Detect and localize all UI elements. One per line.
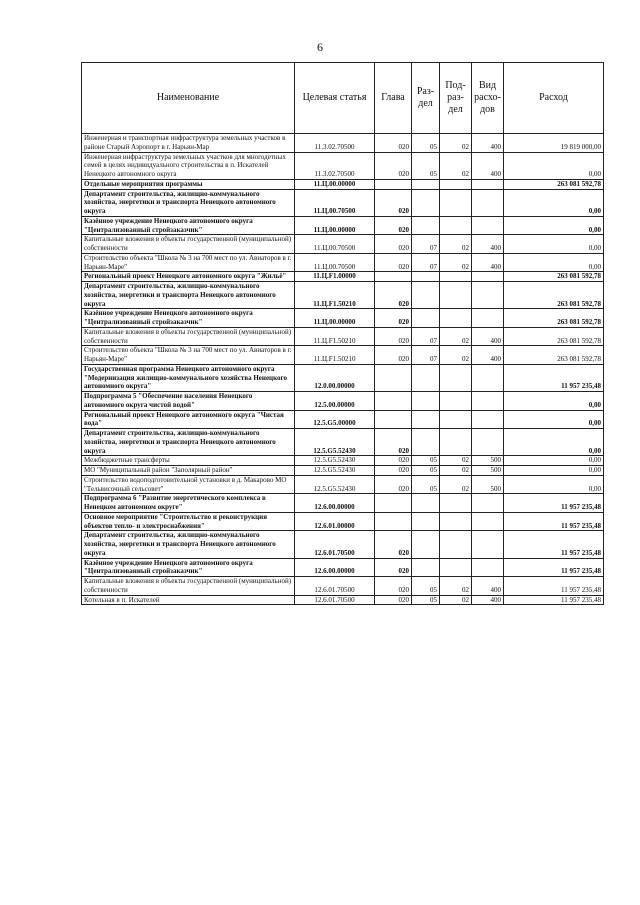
cell-amount: 0,00 [504,216,604,235]
cell-subsection: 02 [440,346,472,365]
cell-amount: 0,00 [504,410,604,429]
cell-name: Инженерная инфраструктура земельных участков для многодетных семей в целях индивидуального строительства в п. Искателей Ненецкого автономного округа [82,152,295,179]
table-row [82,429,604,456]
cell-chapter [375,392,412,411]
cell-target: 12.5.G5.52430 [295,466,375,476]
cell-chapter: 020 [375,475,412,494]
cell-section: 05 [412,577,440,596]
table-row [82,346,604,365]
page-number: 6 [317,40,323,54]
cell-expense-type: 400 [472,152,504,179]
cell-chapter [375,272,412,282]
col-header-amount: Расход [504,63,604,134]
cell-expense-type: 500 [472,456,504,466]
col-header-name: Наименование [82,63,295,134]
cell-chapter: 020 [375,134,412,153]
cell-chapter [375,364,412,391]
cell-amount: 11 957 235,48 [504,512,604,531]
cell-section [412,216,440,235]
cell-target: 12.5.G5.52430 [295,475,375,494]
cell-expense-type [472,558,504,577]
cell-amount: 263 081 592,78 [504,346,604,365]
table-row [82,134,604,153]
cell-target: 11.Ц.00.70500 [295,253,375,272]
cell-section: 07 [412,253,440,272]
col-header-target: Целевая статья [295,63,375,134]
cell-target: 11.Ц.00.00000 [295,179,375,189]
cell-subsection: 02 [440,235,472,254]
cell-target: 11.3.02.70500 [295,134,375,153]
cell-name: Казённое учреждение Ненецкого автономного округа "Централизованный стройзаказчик" [82,558,295,577]
cell-chapter: 020 [375,346,412,365]
cell-expense-type: 500 [472,475,504,494]
cell-name: Капитальные вложения в объекты государственной (муниципальной) собственности [82,577,295,596]
cell-target: 11.Ц.F1.00000 [295,272,375,282]
cell-expense-type: 400 [472,253,504,272]
table-row [82,410,604,429]
cell-expense-type: 400 [472,235,504,254]
col-header-expense-type: Вид расхо- дов [472,63,504,134]
table-row [82,531,604,558]
table-row [82,282,604,309]
cell-target: 11.Ц.F1.50210 [295,327,375,346]
cell-subsection [440,410,472,429]
table-row [82,216,604,235]
cell-amount: 11 957 235,48 [504,364,604,391]
cell-target: 12.5.G5.52430 [295,429,375,456]
table-row [82,364,604,391]
cell-subsection [440,189,472,216]
cell-amount: 19 819 000,00 [504,134,604,153]
cell-amount: 0,00 [504,466,604,476]
cell-subsection [440,429,472,456]
cell-name: Капитальные вложения в объекты государственной (муниципальной) собственности [82,235,295,254]
table-row [82,466,604,476]
cell-expense-type: 400 [472,346,504,365]
cell-target: 12.6.01.00000 [295,512,375,531]
table-row [82,309,604,328]
cell-name: Региональный проект Ненецкого автономного округа "Жильё" [82,272,295,282]
table-row [82,577,604,596]
cell-section [412,309,440,328]
cell-target: 11.Ц.00.70500 [295,189,375,216]
cell-chapter: 020 [375,456,412,466]
table-body [82,134,604,605]
cell-name: Капитальные вложения в объекты государственной (муниципальной) собственности [82,327,295,346]
cell-subsection: 02 [440,152,472,179]
cell-expense-type: 400 [472,595,504,605]
cell-amount: 0,00 [504,152,604,179]
cell-section [412,272,440,282]
table-row [82,272,604,282]
col-header-section: Раз- дел [412,63,440,134]
cell-chapter [375,179,412,189]
cell-chapter [375,494,412,513]
cell-target: 11.Ц.00.00000 [295,309,375,328]
cell-chapter: 020 [375,558,412,577]
cell-expense-type [472,429,504,456]
cell-target: 12.6.00.00000 [295,494,375,513]
cell-name: Департамент строительства, жилищно-коммунального хозяйства, энергетики и транспорта Ненецкого автономного округа [82,429,295,456]
table-row [82,179,604,189]
cell-amount: 0,00 [504,475,604,494]
cell-subsection: 02 [440,456,472,466]
cell-subsection [440,494,472,513]
cell-chapter: 020 [375,466,412,476]
cell-target: 12.6.01.70500 [295,595,375,605]
table-row [82,327,604,346]
cell-expense-type [472,272,504,282]
cell-target: 12.6.00.00000 [295,558,375,577]
table-row [82,235,604,254]
cell-name: Подпрограмма 5 "Обеспечение населения Ненецкого автономного округа чистой водой" [82,392,295,411]
cell-expense-type [472,282,504,309]
cell-target: 12.6.01.70500 [295,577,375,596]
cell-name: Государственная программа Ненецкого автономного округа "Модернизация жилищно-коммунального хозяйства Ненецкого автономного округа" [82,364,295,391]
cell-subsection [440,216,472,235]
cell-subsection [440,309,472,328]
cell-expense-type: 400 [472,134,504,153]
cell-expense-type [472,531,504,558]
cell-subsection: 02 [440,134,472,153]
cell-amount: 263 081 592,78 [504,282,604,309]
cell-expense-type [472,494,504,513]
cell-subsection [440,512,472,531]
cell-section [412,531,440,558]
cell-amount: 263 081 592,78 [504,309,604,328]
cell-subsection [440,364,472,391]
table-row [82,152,604,179]
cell-chapter: 020 [375,327,412,346]
cell-section [412,179,440,189]
cell-section: 05 [412,466,440,476]
cell-name: МО "Муниципальный район "Заполярный район" [82,466,295,476]
cell-subsection [440,179,472,189]
cell-section: 05 [412,134,440,153]
cell-target: 11.Ц.F1.50210 [295,282,375,309]
expense-table [81,62,604,605]
cell-expense-type [472,392,504,411]
cell-subsection [440,272,472,282]
cell-amount: 11 957 235,48 [504,558,604,577]
cell-expense-type [472,189,504,216]
cell-amount: 11 957 235,48 [504,595,604,605]
cell-section [412,189,440,216]
cell-target: 12.0.00.00000 [295,364,375,391]
cell-section [412,494,440,513]
cell-amount: 0,00 [504,429,604,456]
table-row [82,558,604,577]
table-row [82,189,604,216]
cell-chapter: 020 [375,577,412,596]
cell-chapter: 020 [375,216,412,235]
cell-expense-type [472,216,504,235]
cell-section [412,392,440,411]
cell-section: 07 [412,346,440,365]
cell-chapter: 020 [375,152,412,179]
cell-section [412,429,440,456]
cell-expense-type [472,364,504,391]
cell-name: Отдельные мероприятия программы [82,179,295,189]
cell-name: Региональный проект Ненецкого автономного округа "Чистая вода" [82,410,295,429]
cell-name: Котельная в п. Искателей [82,595,295,605]
cell-expense-type: 500 [472,466,504,476]
cell-expense-type: 400 [472,577,504,596]
table-row [82,475,604,494]
cell-subsection: 02 [440,577,472,596]
cell-target: 12.5.G5.00000 [295,410,375,429]
cell-amount: 11 957 235,48 [504,494,604,513]
cell-amount: 263 081 592,78 [504,327,604,346]
cell-target: 11.3.02.70500 [295,152,375,179]
cell-subsection [440,531,472,558]
cell-amount: 263 081 592,78 [504,272,604,282]
cell-amount: 0,00 [504,456,604,466]
cell-subsection [440,558,472,577]
table-row [82,595,604,605]
table-header-row [82,63,604,134]
cell-expense-type [472,410,504,429]
cell-expense-type [472,512,504,531]
cell-name: Департамент строительства, жилищно-коммунального хозяйства, энергетики и транспорта Ненецкого автономного округа [82,531,295,558]
cell-chapter: 020 [375,282,412,309]
cell-section: 07 [412,235,440,254]
cell-chapter: 020 [375,429,412,456]
cell-subsection: 02 [440,475,472,494]
cell-target: 12.5.G5.52430 [295,456,375,466]
cell-section [412,364,440,391]
cell-section [412,282,440,309]
cell-chapter: 020 [375,189,412,216]
cell-name: Строительство объекта "Школа № 3 на 700 мест по ул. Авиаторов в г. Нарьян-Маре" [82,346,295,365]
cell-name: Межбюджетные трансферты [82,456,295,466]
cell-name: Основное мероприятие "Строительство и реконструкция объектов тепло- и электроснабжения" [82,512,295,531]
cell-name: Казённое учреждение Ненецкого автономного округа "Централизованный стройзаказчик" [82,309,295,328]
cell-target: 11.Ц.F1.50210 [295,346,375,365]
cell-amount: 0,00 [504,253,604,272]
cell-target: 11.Ц.00.70500 [295,235,375,254]
cell-chapter: 020 [375,531,412,558]
cell-chapter: 020 [375,253,412,272]
cell-target: 11.Ц.00.00000 [295,216,375,235]
cell-chapter: 020 [375,235,412,254]
cell-amount: 0,00 [504,235,604,254]
cell-name: Инженерная и транспортная инфраструктура земельных участков в районе Старый Аэропорт в г. Нарьян-Мар [82,134,295,153]
cell-chapter [375,512,412,531]
cell-name: Строительство водоподготовительной установки в д. Макарово МО "Тельвисочный сельсовет" [82,475,295,494]
cell-section: 05 [412,456,440,466]
cell-name: Подпрограмма 6 "Развитие энергетического комплекса в Ненецком автономном округе" [82,494,295,513]
cell-amount: 0,00 [504,189,604,216]
table-row [82,494,604,513]
cell-section [412,512,440,531]
cell-amount: 0,00 [504,392,604,411]
table-row [82,392,604,411]
col-header-chapter: Глава [375,63,412,134]
table-row [82,512,604,531]
cell-amount: 11 957 235,48 [504,577,604,596]
cell-name: Казённое учреждение Ненецкого автономного округа "Централизованный стройзаказчик" [82,216,295,235]
cell-section [412,558,440,577]
cell-expense-type: 400 [472,327,504,346]
cell-amount: 263 081 592,78 [504,179,604,189]
cell-name: Департамент строительства, жилищно-коммунального хозяйства, энергетики и транспорта Ненецкого автономного округа [82,282,295,309]
cell-expense-type [472,179,504,189]
cell-subsection [440,282,472,309]
cell-chapter: 020 [375,309,412,328]
cell-expense-type [472,309,504,328]
cell-subsection: 02 [440,595,472,605]
cell-name: Департамент строительства, жилищно-коммунального хозяйства, энергетики и транспорта Ненецкого автономного округа [82,189,295,216]
cell-chapter [375,410,412,429]
cell-section: 05 [412,152,440,179]
cell-section: 05 [412,595,440,605]
cell-section [412,410,440,429]
cell-subsection: 02 [440,466,472,476]
cell-name: Строительство объекта "Школа № 3 на 700 мест по ул. Авиаторов в г. Нарьян-Маре" [82,253,295,272]
cell-amount: 11 957 235,48 [504,531,604,558]
cell-section: 05 [412,475,440,494]
cell-chapter: 020 [375,595,412,605]
table-row [82,253,604,272]
cell-subsection: 02 [440,327,472,346]
table-row [82,456,604,466]
cell-target: 12.5.00.00000 [295,392,375,411]
col-header-subsection: Под- раз- дел [440,63,472,134]
cell-subsection [440,392,472,411]
cell-subsection: 02 [440,253,472,272]
cell-section: 07 [412,327,440,346]
cell-target: 12.6.01.70500 [295,531,375,558]
